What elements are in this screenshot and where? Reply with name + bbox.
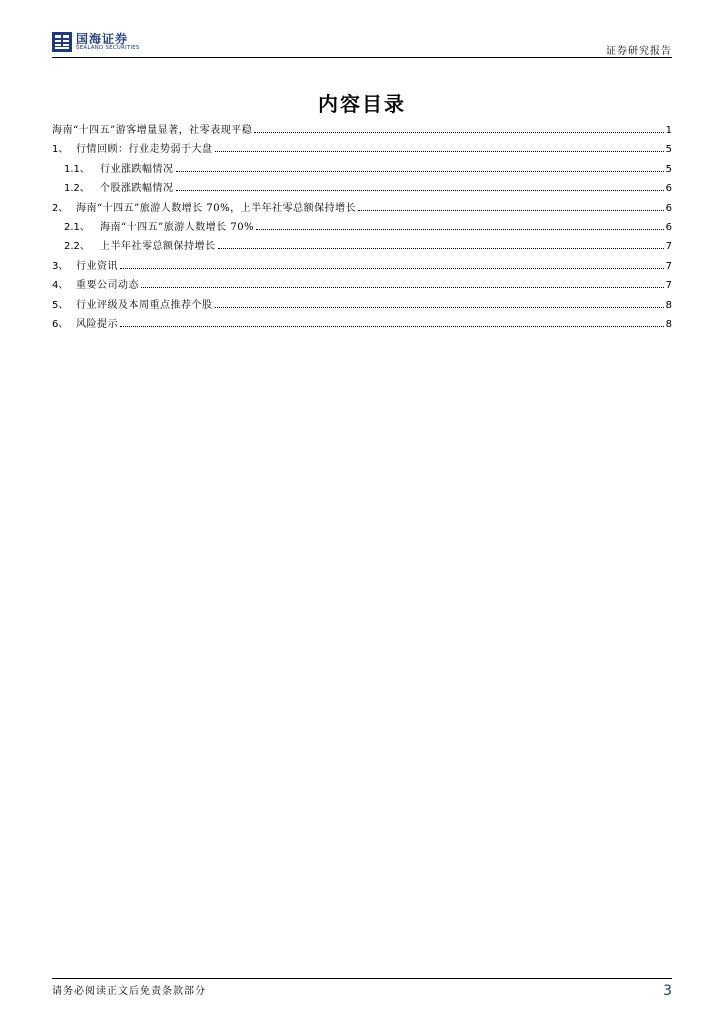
toc-entry[interactable] xyxy=(52,237,672,256)
page-number: 3 xyxy=(663,983,672,999)
toc-leader-dots xyxy=(256,229,663,230)
toc-entry-text: 行业评级及本周重点推荐个股 xyxy=(76,299,213,311)
company-logo xyxy=(52,32,140,52)
toc-entry[interactable] xyxy=(52,218,672,237)
toc-entry[interactable] xyxy=(52,199,672,218)
sealand-logo-icon xyxy=(52,32,72,52)
toc-page-number: 7 xyxy=(665,280,672,292)
toc-entry[interactable] xyxy=(52,179,672,198)
toc-leader-dots xyxy=(254,132,663,133)
toc-leader-dots xyxy=(176,171,664,172)
toc-section-number: 4、 xyxy=(52,280,69,292)
footer-divider xyxy=(52,978,672,979)
page-header xyxy=(52,30,672,56)
toc-leader-dots xyxy=(120,268,664,269)
toc-entry[interactable] xyxy=(52,315,672,334)
toc-section-number: 1、 xyxy=(52,144,69,156)
toc-entry-text: 重要公司动态 xyxy=(76,280,139,292)
toc-entry-text: 行业涨跌幅情况 xyxy=(100,163,174,175)
toc-entry[interactable] xyxy=(52,296,672,315)
toc-page-number: 6 xyxy=(665,202,672,214)
toc-title: 内容目录 xyxy=(318,92,406,116)
footer-disclaimer: 请务必阅读正文后免责条款部分 xyxy=(52,986,206,997)
toc-leader-dots xyxy=(176,190,664,191)
toc-section-number: 3、 xyxy=(52,260,69,272)
report-type-label: 证券研究报告 xyxy=(606,46,672,57)
toc-entry-text: 海南“十四五”旅游人数增长 70%，上半年社零总额保持增长 xyxy=(76,202,357,214)
toc-leader-dots xyxy=(215,307,664,308)
table-of-contents xyxy=(52,121,672,334)
toc-leader-dots xyxy=(358,210,663,211)
toc-page-number: 8 xyxy=(665,299,672,311)
toc-section-number: 6、 xyxy=(52,318,69,330)
toc-entry-text: 海南“十四五”游客增量显著，社零表现平稳 xyxy=(52,125,253,136)
logo-english-name: SEALAND SECURITIES xyxy=(76,44,140,51)
toc-leader-dots xyxy=(218,248,664,249)
toc-entry[interactable] xyxy=(52,276,672,295)
toc-entry-text: 行情回顾：行业走势弱于大盘 xyxy=(76,144,213,156)
toc-entry-text: 海南“十四五”旅游人数增长 70% xyxy=(100,221,255,233)
toc-section-number: 5、 xyxy=(52,299,69,311)
toc-page-number: 7 xyxy=(665,260,672,272)
toc-page-number: 6 xyxy=(665,221,672,233)
toc-page-number: 8 xyxy=(665,318,672,330)
toc-page-number: 7 xyxy=(665,241,672,253)
toc-entry[interactable] xyxy=(52,121,672,140)
toc-entry-text: 行业资讯 xyxy=(76,260,118,272)
toc-leader-dots xyxy=(120,326,664,327)
toc-entry[interactable] xyxy=(52,140,672,159)
toc-section-number: 1.2、 xyxy=(64,183,90,195)
logo-chinese-name: 国海证券 xyxy=(76,31,129,46)
toc-section-number: 2、 xyxy=(52,202,69,214)
toc-entry-text: 风险提示 xyxy=(76,318,118,330)
toc-page-number: 1 xyxy=(665,125,672,136)
toc-page-number: 5 xyxy=(665,144,672,156)
toc-entry-text: 上半年社零总额保持增长 xyxy=(100,241,216,253)
toc-page-number: 6 xyxy=(665,183,672,195)
toc-leader-dots xyxy=(141,287,664,288)
toc-section-number: 2.2、 xyxy=(64,241,90,253)
toc-leader-dots xyxy=(215,151,664,152)
toc-section-number: 1.1、 xyxy=(64,163,90,175)
toc-entry[interactable] xyxy=(52,257,672,276)
header-divider xyxy=(52,57,672,58)
toc-entry[interactable] xyxy=(52,160,672,179)
toc-entry-text: 个股涨跌幅情况 xyxy=(100,183,174,195)
toc-page-number: 5 xyxy=(665,163,672,175)
toc-section-number: 2.1、 xyxy=(64,221,90,233)
